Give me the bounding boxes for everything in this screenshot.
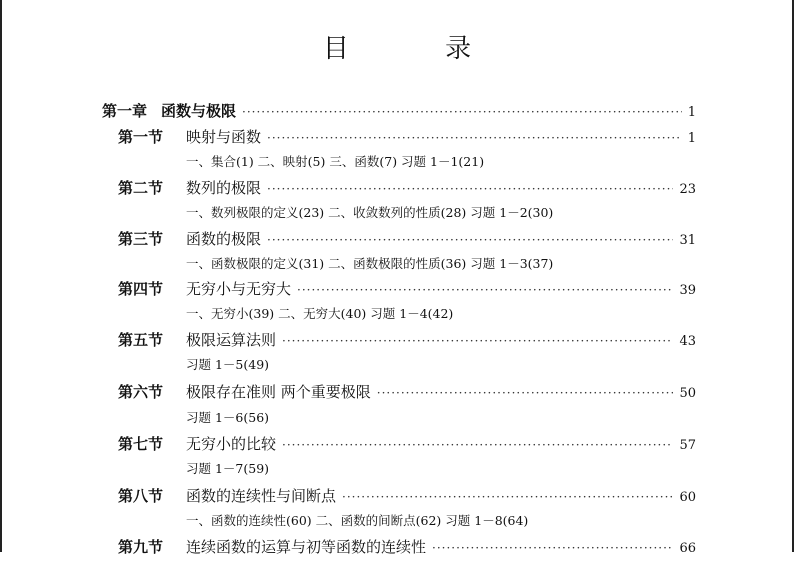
page-border-left <box>0 0 2 552</box>
toc-subsections-7: 习题 1－7(59) <box>186 461 270 476</box>
dot-leader <box>267 131 682 145</box>
section-number: 第二节 <box>118 179 164 197</box>
section-page: 66 <box>679 541 696 556</box>
toc-section-4[interactable] <box>118 278 696 299</box>
section-number: 第四节 <box>118 280 164 298</box>
section-title: 无穷小与无穷大 <box>186 280 292 298</box>
section-number: 第八节 <box>118 487 164 505</box>
section-page: 50 <box>679 386 696 401</box>
dot-leader <box>282 438 673 452</box>
toc-section-1[interactable] <box>118 126 696 147</box>
toc-section-3[interactable] <box>118 228 696 249</box>
toc-subsections-4: 一、无穷小(39) 二、无穷大(40) 习题 1－4(42) <box>186 306 454 321</box>
section-number: 第一节 <box>118 128 164 146</box>
toc-subsections-3: 一、函数极限的定义(31) 二、函数极限的性质(36) 习题 1－3(37) <box>186 256 554 271</box>
section-page: 60 <box>679 490 696 505</box>
dot-leader <box>267 182 673 196</box>
toc-section-2[interactable] <box>118 177 696 198</box>
section-number: 第九节 <box>118 538 164 556</box>
toc-subsections-8: 一、函数的连续性(60) 二、函数的间断点(62) 习题 1－8(64) <box>186 513 529 528</box>
chapter-page: 1 <box>687 105 696 120</box>
dot-leader <box>242 105 682 119</box>
toc-section-6[interactable] <box>118 381 696 402</box>
section-page: 39 <box>679 283 696 298</box>
section-title: 映射与函数 <box>186 128 262 146</box>
toc-chapter[interactable] <box>102 100 696 121</box>
section-title: 极限存在准则 两个重要极限 <box>186 383 371 401</box>
dot-leader <box>432 541 673 555</box>
section-title: 数列的极限 <box>186 179 262 197</box>
section-page: 31 <box>679 233 696 248</box>
section-title: 连续函数的运算与初等函数的连续性 <box>186 538 427 556</box>
chapter-title: 函数与极限 <box>161 102 237 120</box>
section-title: 函数的极限 <box>186 230 262 248</box>
section-number: 第三节 <box>118 230 164 248</box>
toc-section-5[interactable] <box>118 329 696 350</box>
toc-subsections-1: 一、集合(1) 二、映射(5) 三、函数(7) 习题 1－1(21) <box>186 154 485 169</box>
section-page: 1 <box>687 131 696 146</box>
chapter-number: 第一章 <box>102 102 148 120</box>
section-title: 极限运算法则 <box>186 331 277 349</box>
section-page: 23 <box>679 182 696 197</box>
dot-leader <box>297 283 673 297</box>
toc-section-9[interactable] <box>118 536 696 557</box>
dot-leader <box>282 334 673 348</box>
toc-subsections-6: 习题 1－6(56) <box>186 410 270 425</box>
toc-section-8[interactable] <box>118 485 696 506</box>
section-page: 43 <box>679 334 696 349</box>
dot-leader <box>267 233 673 247</box>
dot-leader <box>377 386 674 400</box>
dot-leader <box>342 490 673 504</box>
toc-subsections-2: 一、数列极限的定义(23) 二、收敛数列的性质(28) 习题 1－2(30) <box>186 205 554 220</box>
section-number: 第七节 <box>118 435 164 453</box>
section-page: 57 <box>679 438 696 453</box>
page-title: 目 录 <box>322 34 516 64</box>
section-title: 函数的连续性与间断点 <box>186 487 337 505</box>
section-number: 第六节 <box>118 383 164 401</box>
toc-subsections-5: 习题 1－5(49) <box>186 357 270 372</box>
section-title: 无穷小的比较 <box>186 435 277 453</box>
section-number: 第五节 <box>118 331 164 349</box>
toc-section-7[interactable] <box>118 433 696 454</box>
